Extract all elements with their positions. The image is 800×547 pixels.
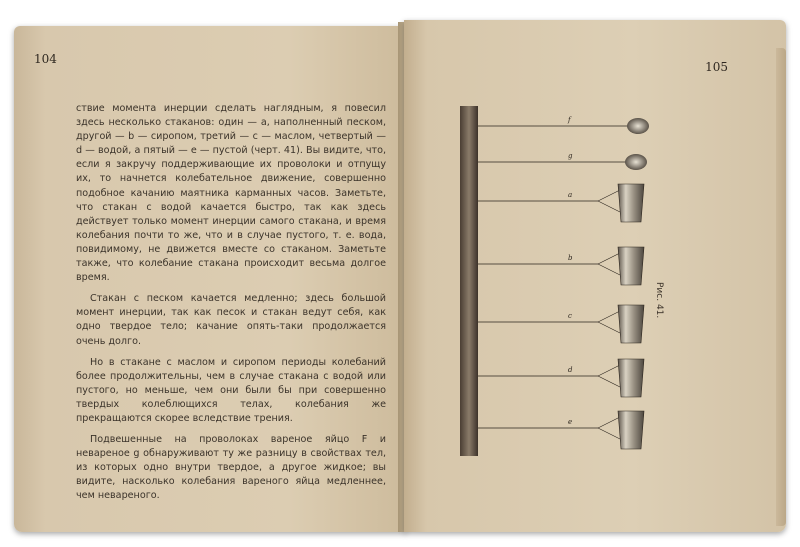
- glass-b: [478, 247, 644, 285]
- label-f: f: [568, 116, 571, 124]
- left-page: [14, 26, 406, 532]
- paragraph: ствие момента инерции сделать наглядным, я повесил здесь несколько стаканов: один — a, наполненный песком, другой — b — сиропом, третий — c — маслом, четвертый — d — водой, а пятый — e — пустой (черт. 41). Вы видите, что, если я закручу поддерживающие их проволоки и отпущу их, то начнется колебательное движение, совершенно подобное качанию маятника карманных часов. Заметьте, что стакан с водой качается быстро, так как здесь действует только момент инерции самого стакана, и время колебания почти то же, что и в случае пустого, т. е. вода, повидимому, не движется вместе со стаканом. Заметьте также, что колебание стакана происходит весьма долгое время.: [76, 103, 386, 284]
- paragraph: Стакан с песком качается медленно; здесь большой момент инерции, так как песок и стакан ведут себя, как одно твердое тело; качание опять-таки продолжается очень долго.: [76, 293, 386, 347]
- page-edges: [776, 48, 786, 526]
- glass-c: [478, 305, 644, 343]
- egg-g: [625, 154, 647, 170]
- label-d: d: [568, 366, 573, 374]
- support-rod: [460, 106, 478, 456]
- label-b: b: [568, 254, 573, 262]
- left-page-number: 104: [34, 52, 57, 66]
- right-page: [404, 20, 786, 532]
- label-g: g: [568, 152, 573, 160]
- glass-d: [478, 359, 644, 397]
- glass-a: [478, 184, 644, 222]
- label-a: a: [568, 191, 573, 199]
- left-page-text: [76, 102, 386, 504]
- glass-e: [478, 411, 644, 449]
- paragraph: Но в стакане с маслом и сиропом периоды колебаний более продолжительны, чем в случае стакана с водой или пустого, но меньше, чем они были бы при совершенно твердых колеблющихся телах, колебания же прекращаются скорее вследствие трения.: [76, 356, 386, 424]
- egg-f: [627, 118, 649, 134]
- figure-caption: Рис. 41.: [654, 282, 664, 319]
- pendulum-figure: [458, 106, 708, 466]
- paragraph: Подвешенные на проволоках вареное яйцо F и невареное g обнаруживают ту же разницу в свойствах тел, из которых одно внутри твердое, а другое жидкое; вы видите, насколько колебания вареного яйца медленнее, чем невареного.: [76, 434, 386, 502]
- label-e: e: [568, 418, 573, 426]
- right-page-number: 105: [705, 60, 728, 74]
- label-c: c: [568, 312, 572, 320]
